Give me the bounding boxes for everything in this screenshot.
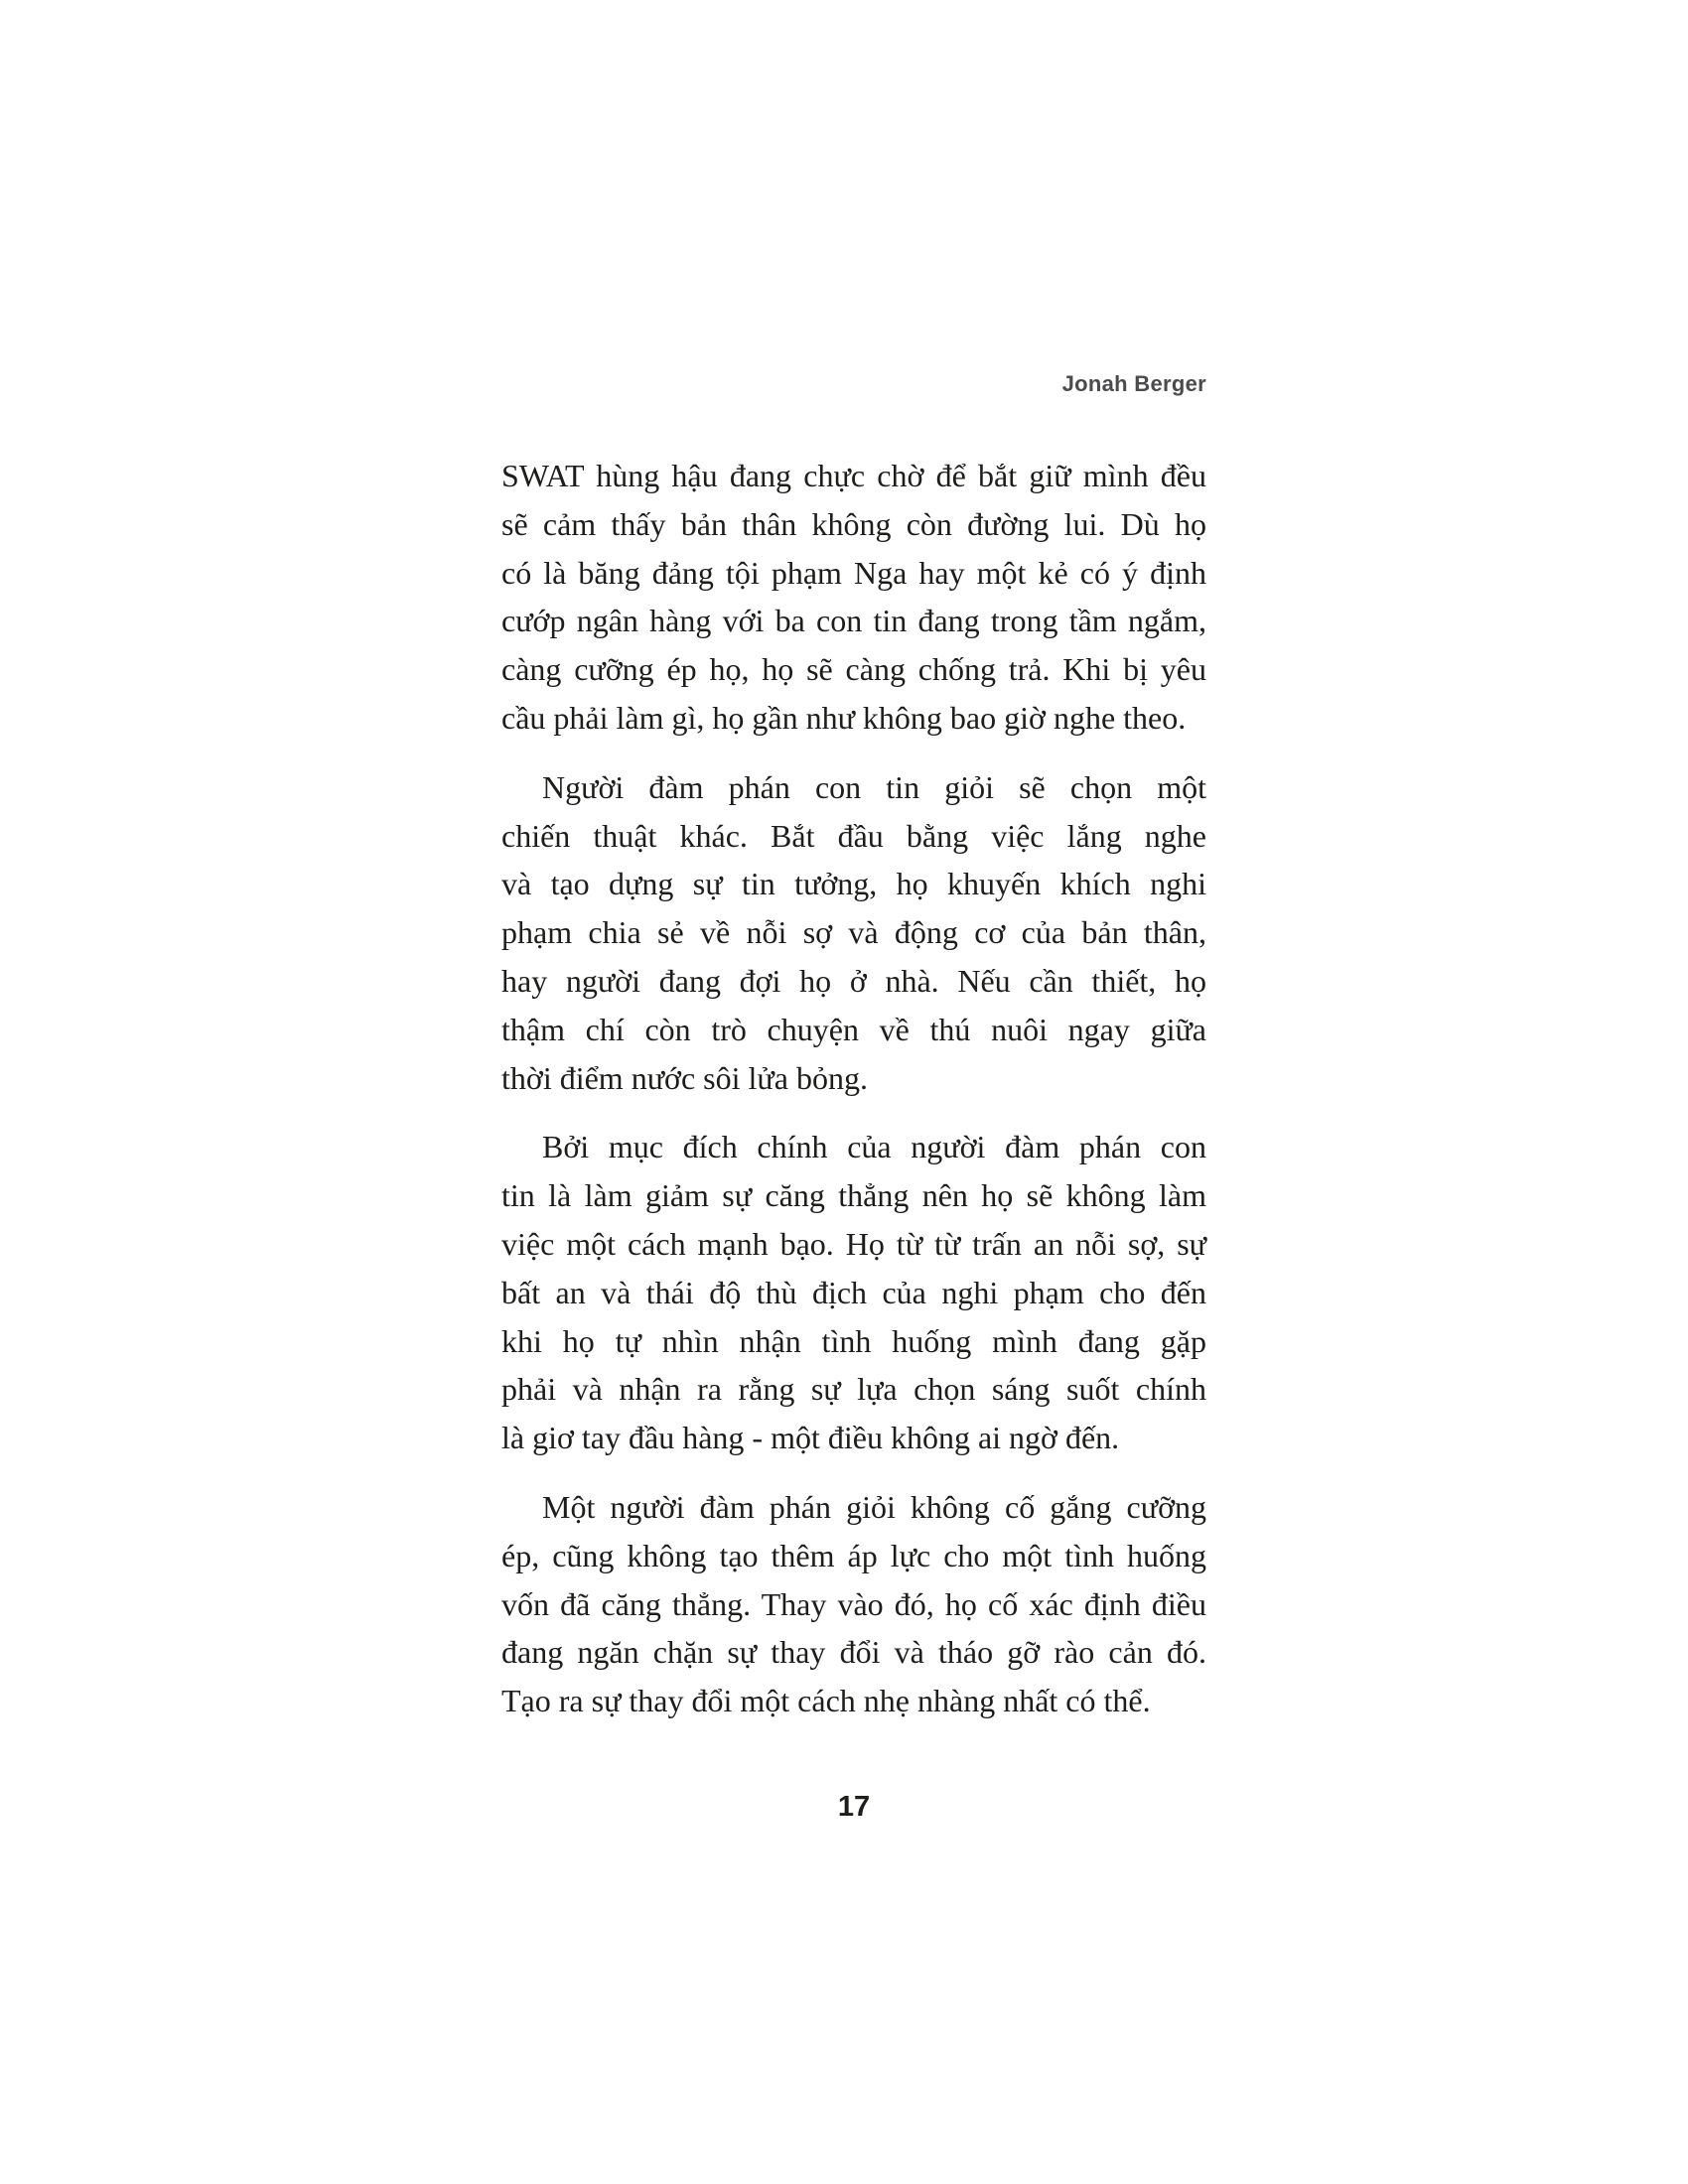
body-text bbox=[501, 452, 1206, 1725]
text-line: Bởi mục đích chính của người đàm phán con bbox=[542, 1129, 1206, 1165]
running-head-author: Jonah Berger bbox=[1061, 371, 1206, 396]
text-line: phải và nhận ra rằng sự lựa chọn sáng suốt chính bbox=[501, 1371, 1206, 1408]
text-line: càng cưỡng ép họ, họ sẽ càng chống trả. Khi bị yêu bbox=[501, 651, 1206, 688]
text-line: việc một cách mạnh bạo. Họ từ từ trấn an nỗi sợ, sự bbox=[501, 1225, 1206, 1262]
text-line: cầu phải làm gì, họ gần như không bao giờ nghe theo. bbox=[501, 699, 1187, 736]
text-line: Người đàm phán con tin giỏi sẽ chọn một bbox=[542, 768, 1206, 805]
text-line: bất an và thái độ thù địch của nghi phạm cho đến bbox=[501, 1274, 1206, 1310]
text-line: SWAT hùng hậu đang chực chờ để bắt giữ mình đều bbox=[501, 458, 1206, 493]
paragraph bbox=[501, 1483, 1206, 1725]
text-line: vốn đã căng thẳng. Thay vào đó, họ cố xác định điều bbox=[501, 1585, 1206, 1622]
text-line: Tạo ra sự thay đổi một cách nhẹ nhàng nhất có thể. bbox=[501, 1683, 1151, 1719]
text-line: ép, cũng không tạo thêm áp lực cho một tình huống bbox=[501, 1537, 1206, 1573]
text-line: khi họ tự nhìn nhận tình huống mình đang gặp bbox=[501, 1322, 1206, 1359]
text-line: thời điểm nước sôi lửa bỏng. bbox=[501, 1059, 868, 1096]
text-line: và tạo dựng sự tin tưởng, họ khuyến khích nghi bbox=[501, 866, 1206, 902]
text-line: hay người đang đợi họ ở nhà. Nếu cần thiết, họ bbox=[501, 962, 1206, 999]
page-number: 17 bbox=[837, 1791, 871, 1823]
text-line: phạm chia sẻ về nỗi sợ và động cơ của bản thân, bbox=[501, 914, 1206, 951]
text-line: là giơ tay đầu hàng - một điều không ai ngờ đến. bbox=[501, 1420, 1120, 1456]
text-line: chiến thuật khác. Bắt đầu bằng việc lắng nghe bbox=[501, 817, 1206, 854]
text-line: tin là làm giảm sự căng thẳng nên họ sẽ không làm bbox=[501, 1177, 1206, 1214]
text-line: đang ngăn chặn sự thay đổi và tháo gỡ rào cản đó. bbox=[501, 1634, 1206, 1671]
paragraph bbox=[501, 1123, 1206, 1462]
paragraph bbox=[501, 452, 1206, 743]
text-line: thậm chí còn trò chuyện về thú nuôi ngay giữa bbox=[501, 1011, 1206, 1047]
text-line: Một người đàm phán giỏi không cố gắng cưỡng bbox=[542, 1488, 1206, 1525]
text-line: cướp ngân hàng với ba con tin đang trong tầm ngắm, bbox=[501, 603, 1206, 639]
text-line: có là băng đảng tội phạm Nga hay một kẻ có ý định bbox=[501, 554, 1206, 591]
text-line: sẽ cảm thấy bản thân không còn đường lui. Dù họ bbox=[501, 505, 1206, 542]
paragraph bbox=[501, 763, 1206, 1103]
